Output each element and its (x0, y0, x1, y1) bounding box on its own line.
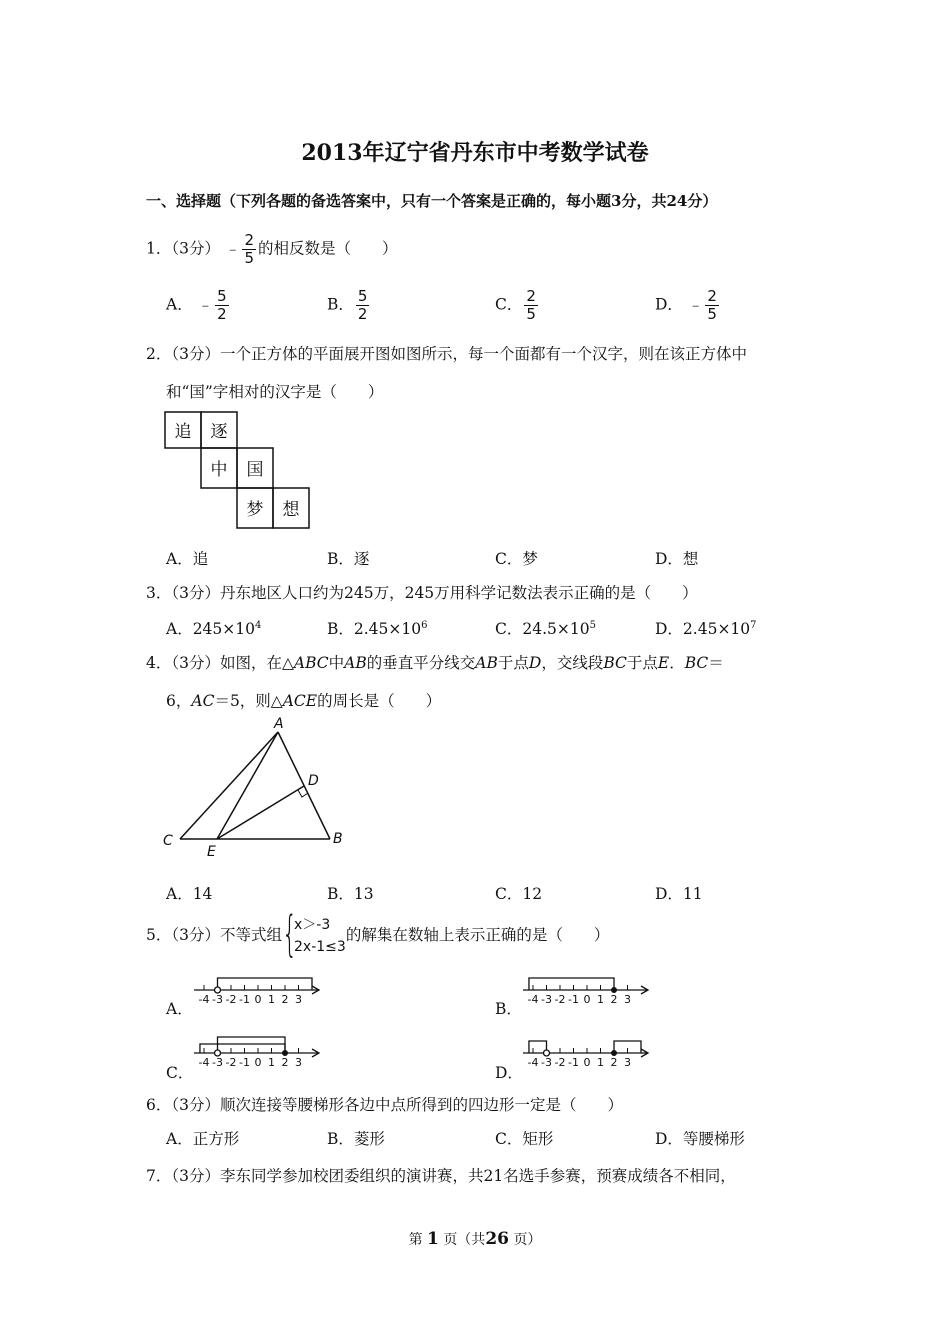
q6-option-b: B．菱形 (327, 1130, 385, 1148)
q1-option-a: A． ﹣ $\frac{5}{2}$ (166, 287, 227, 323)
q6-option-c: C．矩形 (495, 1130, 554, 1148)
tick-label: -4 (198, 1056, 210, 1069)
tick-label: -4 (527, 1056, 539, 1069)
question-1 (146, 232, 398, 267)
cube-net-figure (160, 405, 320, 535)
tick-label: 1 (268, 1056, 275, 1069)
tick-label: 3 (295, 1056, 302, 1069)
tick-label: 2 (281, 1056, 289, 1069)
q1-fraction: $\frac{2}{5}$ (244, 231, 254, 267)
tick-label: -3 (541, 993, 552, 1006)
tick-label: -3 (212, 993, 223, 1006)
question-4-line2: 6，AC＝5，则△ACE的周长是（ ） (166, 692, 442, 710)
solution-bracket (529, 978, 614, 990)
tick-label: 3 (624, 993, 631, 1006)
net-cell-6: 想 (282, 500, 300, 520)
triangle-figure (155, 712, 355, 862)
q3-option-b: B．$2.45\times 10^6$ (327, 619, 428, 638)
tick-label: 0 (583, 993, 591, 1006)
closed-endpoint (611, 987, 617, 993)
number-line-c (190, 1027, 330, 1073)
tick-label: 1 (597, 1056, 604, 1069)
q6-option-d: D．等腰梯形 (655, 1130, 745, 1148)
tick-label: 3 (295, 993, 302, 1006)
number-line-d (519, 1033, 659, 1073)
tick-label: 1 (268, 993, 275, 1006)
q3-option-c: C．$24.5\times 10^5$ (495, 619, 596, 638)
page-title: 2013年辽宁省丹东市中考数学试卷 (301, 140, 649, 166)
q2-option-b: B．逐 (327, 550, 370, 568)
tick-label: -4 (527, 993, 539, 1006)
q4-option-c: C．12 (495, 885, 543, 903)
vertex-c-label: C (163, 833, 173, 849)
tick-label: -2 (554, 1056, 566, 1069)
q1-text: 的相反数是（ ） (258, 239, 398, 258)
net-cell-4: 国 (246, 460, 264, 480)
number-line-b (519, 966, 659, 1010)
tick-label: 2 (610, 993, 618, 1006)
q3-option-a: A．$245\times 10^4$ (166, 619, 262, 638)
q6-option-a: A．正方形 (166, 1130, 240, 1148)
net-cell-5: 梦 (246, 500, 264, 520)
net-cell-3: 中 (210, 460, 228, 480)
q5-option-a: A． (166, 1000, 193, 1018)
vertex-b-label: B (333, 831, 343, 847)
tick-label: 0 (583, 1056, 591, 1069)
tick-label: 1 (597, 993, 604, 1006)
tick-label: -4 (198, 993, 210, 1006)
q2-option-c: C．梦 (495, 550, 538, 568)
question-2: 2．（3分）一个正方体的平面展开图如图所示，每一个面都有一个汉字，则在该正方体中 (146, 345, 748, 363)
tick-label: -1 (239, 1056, 250, 1069)
q1-option-b: B． $\frac{5}{2}$ (327, 287, 368, 323)
open-endpoint (215, 1050, 221, 1056)
question-7: 7．（3分）李东同学参加校团委组织的演讲赛，共21名选手参赛，预赛成绩各不相同， (146, 1167, 736, 1185)
q1-option-d: D． ﹣ $\frac{2}{5}$ (655, 287, 717, 323)
tick-label: -3 (212, 1056, 223, 1069)
tick-label: 2 (281, 993, 289, 1006)
tick-label: -2 (225, 993, 237, 1006)
question-2-line2: 和“国”字相对的汉字是（ ） (166, 383, 384, 401)
tick-label: 0 (254, 993, 262, 1006)
question-4: 4．（3分）如图，在△ABC中AB的垂直平分线交AB于点D，交线段BC于点E．BC＝ (146, 654, 724, 672)
tick-label: -1 (568, 993, 579, 1006)
closed-endpoint (611, 1050, 617, 1056)
closed-endpoint (282, 1050, 288, 1056)
net-cell-2: 逐 (210, 422, 228, 442)
q1-number: 1． (146, 239, 172, 258)
page-footer: 第 1 页（共26 页） (408, 1229, 542, 1249)
q1-score: （3分） (171, 239, 220, 258)
tick-label: -3 (541, 1056, 552, 1069)
number-line-a (190, 966, 330, 1010)
tick-label: -2 (554, 993, 566, 1006)
q3-option-d: D．$2.45\times 10^7$ (655, 619, 757, 638)
q5-option-d: D． (495, 1064, 523, 1082)
solution-bracket (218, 978, 313, 990)
q2-option-a: A．追 (166, 550, 209, 568)
q2-option-d: D．想 (655, 550, 699, 568)
tick-label: 2 (610, 1056, 618, 1069)
section-heading: 一、选择题（下列各题的备选答案中，只有一个答案是正确的，每小题3分，共24分） (146, 192, 718, 210)
q4-option-b: B．13 (327, 885, 374, 903)
tick-label: 3 (624, 1056, 631, 1069)
vertex-a-label: A (274, 716, 284, 732)
point-d-label: D (308, 773, 319, 789)
solution-bracket (200, 1044, 285, 1053)
question-5: 5．（3分）不等式组 { x＞-3 2x-1≤3 的解集在数轴上表示正确的是（ ） (146, 906, 610, 962)
net-cell-1: 追 (174, 422, 192, 442)
open-endpoint (544, 1050, 550, 1056)
q4-option-a: A．14 (166, 885, 213, 903)
tick-label: -1 (239, 993, 250, 1006)
q1-option-c: C． $\frac{2}{5}$ (495, 287, 536, 323)
tick-label: -1 (568, 1056, 579, 1069)
inequality-system: { x＞-3 2x-1≤3 (282, 906, 346, 962)
open-endpoint (215, 987, 221, 993)
q5-option-c: C． (166, 1064, 194, 1082)
tick-label: -2 (225, 1056, 237, 1069)
point-e-label: E (207, 844, 216, 860)
question-3: 3．（3分）丹东地区人口约为245万，245万用科学记数法表示正确的是（ ） (146, 584, 698, 602)
q4-option-d: D．11 (655, 885, 703, 903)
q1-neg: ﹣ (224, 239, 241, 258)
q5-option-b: B． (495, 1000, 522, 1018)
solution-bracket (218, 1037, 286, 1053)
tick-label: 0 (254, 1056, 262, 1069)
question-6: 6．（3分）顺次连接等腰梯形各边中点所得到的四边形一定是（ ） (146, 1096, 624, 1114)
